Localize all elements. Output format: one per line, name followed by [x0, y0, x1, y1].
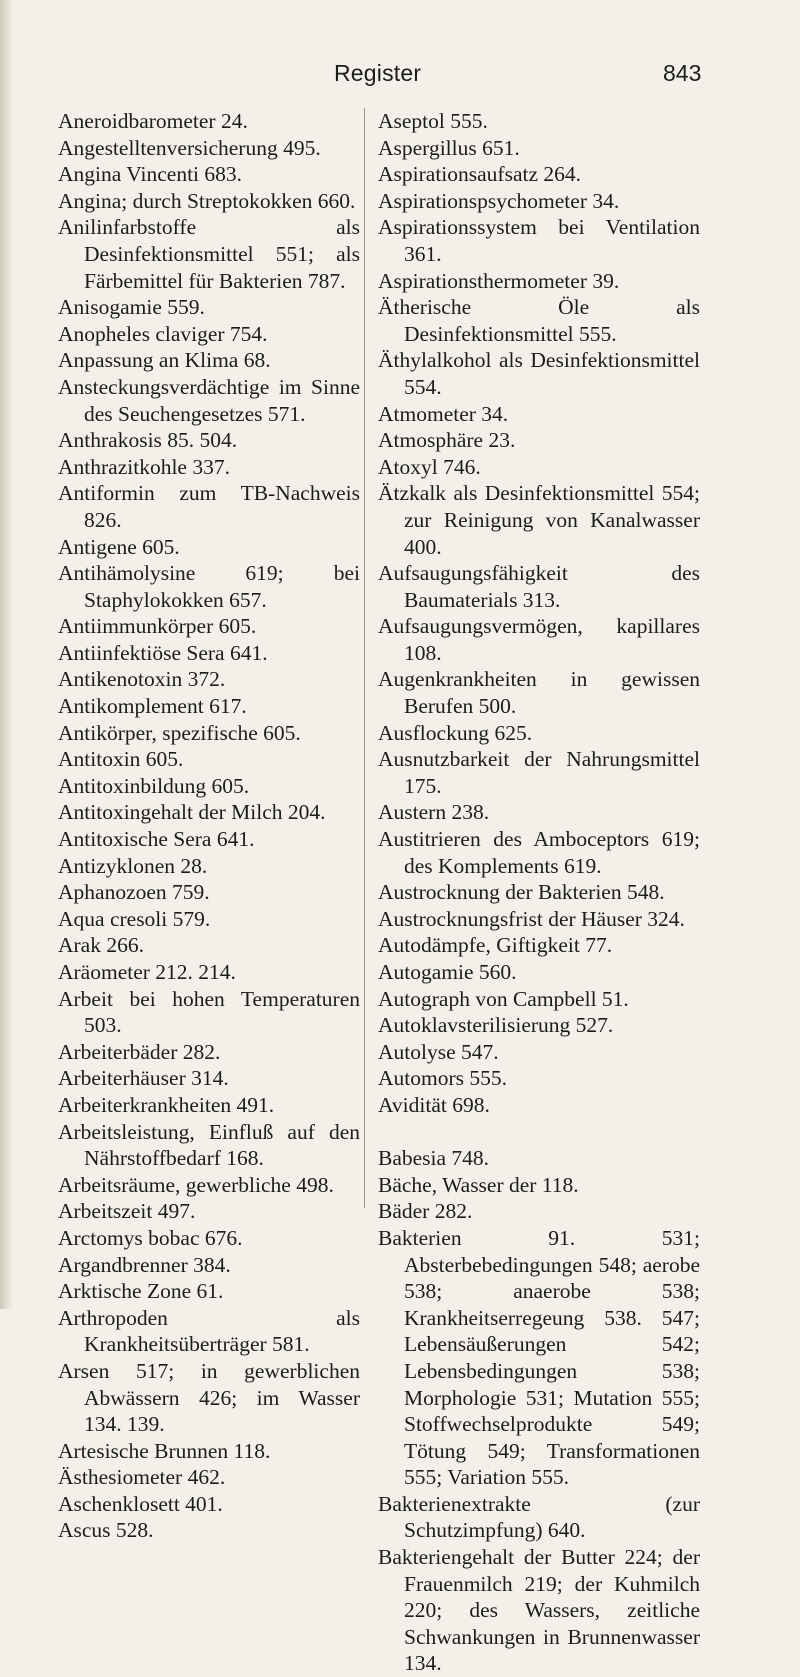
index-entry: Arbeiterkrankheiten 491.: [58, 1092, 275, 1117]
index-entry: Antihämolysine 619; bei Staphylokokken 657.: [58, 561, 360, 612]
index-entry: Autoklavsterilisierung 527.: [378, 1013, 614, 1038]
index-entry: Antikenotoxin 372.: [58, 667, 226, 692]
index-entry: Automors 555.: [378, 1066, 507, 1091]
index-entry: Antitoxin 605.: [58, 747, 184, 772]
index-entry: Ästhesiometer 462.: [58, 1465, 226, 1490]
index-entry: Aschenklosett 401.: [58, 1491, 223, 1516]
index-entry: Aseptol 555.: [378, 109, 488, 133]
index-entry: Arktische Zone 61.: [58, 1279, 224, 1304]
index-entry: Aspirationsthermometer 39.: [378, 268, 620, 293]
index-entry: Bäche, Wasser der 118.: [378, 1172, 579, 1197]
index-entry: Austrocknungsfrist der Häuser 324.: [378, 906, 685, 931]
index-entry: Arbeit bei hohen Temperaturen 503.: [58, 986, 360, 1038]
index-entry: Aspirationspsychometer 34.: [378, 188, 620, 213]
index-entry: Atoxyl 746.: [378, 454, 481, 479]
index-entry: Angina; durch Streptokokken 660.: [58, 188, 356, 213]
index-entry: Avidität 698.: [378, 1092, 490, 1117]
index-entry: Autograph von Campbell 51.: [378, 986, 629, 1011]
page-header: [0, 60, 800, 100]
index-entry: Autodämpfe, Giftigkeit 77.: [378, 933, 613, 958]
index-entry: Aqua cresoli 579.: [58, 906, 211, 931]
index-entry: Ausnutzbarkeit der Nahrungsmittel 175.: [378, 747, 700, 798]
column-divider: [364, 108, 365, 1208]
index-entry: Antikomplement 617.: [58, 694, 247, 719]
index-entry: Atmometer 34.: [378, 401, 509, 426]
index-entry: Arsen 517; in gewerblichen Abwässern 426; im Wasser 134. 139.: [58, 1358, 360, 1437]
index-entry: Arthropoden als Krankheitsüberträger 581.: [58, 1305, 360, 1357]
index-entry: Bäder 282.: [378, 1199, 473, 1224]
index-entry: Ansteckungsverdächtige im Sinne des Seuchengesetzes 571.: [58, 374, 360, 426]
index-entry: Anthrazitkohle 337.: [58, 454, 230, 479]
index-entry: Antitoxische Sera 641.: [58, 827, 255, 852]
index-entry: Aphanozoen 759.: [58, 880, 210, 905]
index-entry: Anilinfarbstoffe als Desinfektionsmittel 551; als Färbemittel für Bakterien 787.: [58, 215, 360, 293]
index-entry: Arbeitsleistung, Einfluß auf den Nährstoffbedarf 168.: [58, 1119, 360, 1171]
index-entry: Aspirationsaufsatz 264.: [378, 162, 582, 187]
index-entry: Anopheles claviger 754.: [58, 321, 268, 346]
index-entry: Argandbrenner 384.: [58, 1252, 231, 1277]
index-entry: Aufsaugungsvermögen, kapillares 108.: [378, 614, 700, 665]
index-entry: Atmosphäre 23.: [378, 428, 516, 453]
index-entry: Arbeiterhäuser 314.: [58, 1066, 229, 1091]
index-entry: Bakterien 91. 531; Absterbebedingungen 548; aerobe 538; anaerobe 538; Krankheitserregeung 538. 547; Lebensäußerungen 542; Lebensbedingungen 538; Morphologie 531; Mutation 555; Stoffwechselprodukte 549; Tötung 549; Transformationen 555; Variation 555.: [378, 1225, 700, 1490]
running-title: Register: [334, 60, 422, 86]
index-entry: Ätherische Öle als Desinfektionsmittel 555.: [378, 295, 700, 346]
left-column: [58, 108, 360, 1544]
index-entry: Aspergillus 651.: [378, 135, 520, 160]
index-entry: Bakteriengehalt der Butter 224; der Frauenmilch 219; der Kuhmilch 220; des Wassers, zeitliche Schwankungen in Brunnenwasser 134.: [378, 1545, 700, 1676]
index-entry: Babesia 748.: [378, 1146, 490, 1171]
index-entry: Angina Vincenti 683.: [58, 162, 243, 187]
index-entry: Aspirationssystem bei Ventilation 361.: [378, 215, 700, 266]
index-entry: Arbeiterbäder 282.: [58, 1039, 221, 1064]
index-entry: Ätzkalk als Desinfektionsmittel 554; zur Reinigung von Kanalwasser 400.: [378, 481, 700, 559]
index-entry: Antitoxingehalt der Milch 204.: [58, 800, 326, 825]
index-entry: Ascus 528.: [58, 1518, 154, 1543]
index-entry: Antiformin zum TB-Nachweis 826.: [58, 481, 360, 532]
right-column: [378, 108, 700, 1677]
index-entry: Aufsaugungsfähigkeit des Baumaterials 313.: [378, 561, 700, 612]
index-entry: Antiinfektiöse Sera 641.: [58, 640, 268, 665]
index-entry: Arbeitszeit 497.: [58, 1199, 196, 1224]
index-entry: Arctomys bobac 676.: [58, 1225, 243, 1250]
letter-section-gap: [378, 1119, 700, 1146]
index-entry: Anisogamie 559.: [58, 295, 205, 320]
index-entry: Antikörper, spezifische 605.: [58, 720, 301, 745]
index-entry: Arak 266.: [58, 933, 144, 958]
index-entry: Austern 238.: [378, 800, 490, 825]
index-entry: Anpassung an Klima 68.: [58, 348, 271, 373]
index-entry: Aräometer 212. 214.: [58, 960, 236, 984]
index-entry: Äthylalkohol als Desinfektionsmittel 554.: [378, 348, 700, 399]
index-entry: Ausflockung 625.: [378, 720, 533, 745]
index-entry: Antizyklonen 28.: [58, 853, 208, 878]
index-entry: Anthrakosis 85. 504.: [58, 428, 238, 453]
index-entry: Autolyse 547.: [378, 1039, 499, 1064]
index-entry: Antitoxinbildung 605.: [58, 773, 250, 798]
index-entry: Augenkrankheiten in gewissen Berufen 500.: [378, 667, 700, 719]
index-entry: Bakterienextrakte (zur Schutzimpfung) 640.: [378, 1491, 700, 1543]
index-entry: Austitrieren des Amboceptors 619; des Komplements 619.: [378, 827, 700, 878]
page-edge-shadow: [0, 0, 14, 1309]
index-entry: Angestelltenversicherung 495.: [58, 135, 321, 160]
index-entry: Antigene 605.: [58, 534, 180, 559]
index-entry: Autogamie 560.: [378, 960, 517, 984]
index-entry: Antiimmunkörper 605.: [58, 614, 257, 639]
page-number: 843: [663, 60, 702, 86]
index-entry: Arbeitsräume, gewerbliche 498.: [58, 1172, 334, 1197]
index-entry: Artesische Brunnen 118.: [58, 1438, 271, 1463]
index-entry: Aneroidbarometer 24.: [58, 109, 248, 133]
index-entry: Austrocknung der Bakterien 548.: [378, 880, 665, 905]
